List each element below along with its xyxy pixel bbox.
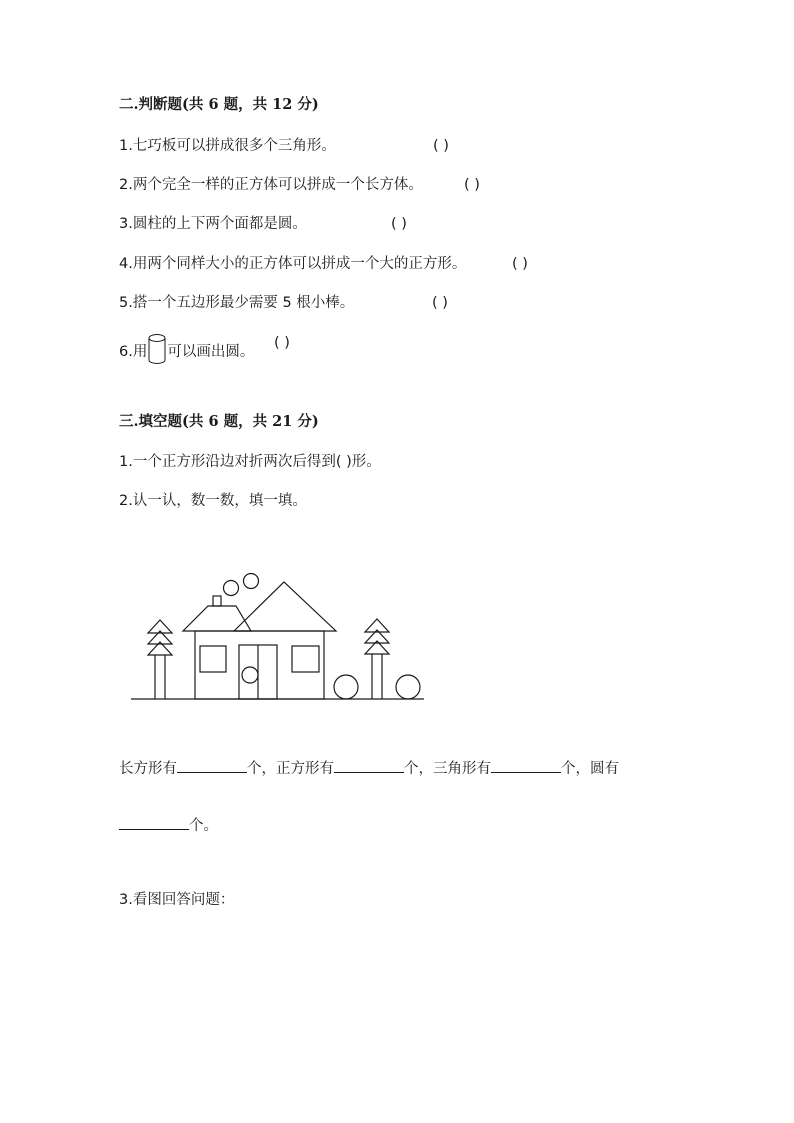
fill-question-2: 2.认一认，数一数，填一填。: [119, 493, 307, 509]
judge-question-4: 4.用两个同样大小的正方体可以拼成一个大的正方形。: [119, 256, 467, 272]
question-6-suffix: 可以画出圆。: [167, 344, 255, 360]
judge-question-3: 3.圆柱的上下两个面都是圆。: [119, 216, 307, 232]
fill-question-3: 3.看图回答问题：: [119, 892, 235, 908]
fill-answer-paren-1[interactable]: ( ): [335, 454, 352, 470]
judge-question-1: 1.七巧板可以拼成很多个三角形。: [119, 138, 336, 154]
fill-answer-line-1: [119, 758, 619, 779]
blank-circles[interactable]: [119, 815, 189, 830]
blank-rectangles[interactable]: [177, 758, 247, 773]
answer-segment-4: 个。: [189, 818, 218, 834]
house-with-trees-figure: [126, 568, 426, 708]
judge-question-5: 5.搭一个五边形最少需要 5 根小棒。: [119, 295, 355, 311]
answer-segment-3: 个，圆有: [561, 761, 619, 777]
answer-paren-3[interactable]: ( ): [391, 216, 407, 232]
question-6-prefix: 6.用: [119, 344, 148, 360]
section-3-heading: 三.填空题(共 6 题，共 21 分): [119, 413, 319, 430]
section-2-heading: 二.判断题(共 6 题，共 12 分): [119, 96, 319, 113]
answer-paren-1[interactable]: ( ): [433, 138, 449, 154]
answer-segment-1: 个，正方形有: [247, 761, 334, 777]
fill-question-1-suffix: 形。: [351, 454, 381, 470]
fill-question-1: [119, 452, 381, 472]
answer-segment-2: 个，三角形有: [404, 761, 491, 777]
answer-paren-2[interactable]: ( ): [464, 177, 480, 193]
fill-question-1-prefix: 1.一个正方形沿边对折两次后得到: [119, 454, 336, 470]
answer-paren-5[interactable]: ( ): [432, 295, 448, 311]
answer-paren-6[interactable]: ( ): [274, 335, 290, 351]
judge-question-2: 2.两个完全一样的正方体可以拼成一个长方体。: [119, 177, 423, 193]
answer-prefix: 长方形有: [119, 761, 177, 777]
blank-triangles[interactable]: [491, 758, 561, 773]
answer-paren-4[interactable]: ( ): [512, 256, 528, 272]
fill-answer-line-2: [119, 815, 218, 836]
blank-squares[interactable]: [334, 758, 404, 773]
cylinder-icon: [148, 333, 166, 371]
judge-question-6: [119, 333, 254, 371]
